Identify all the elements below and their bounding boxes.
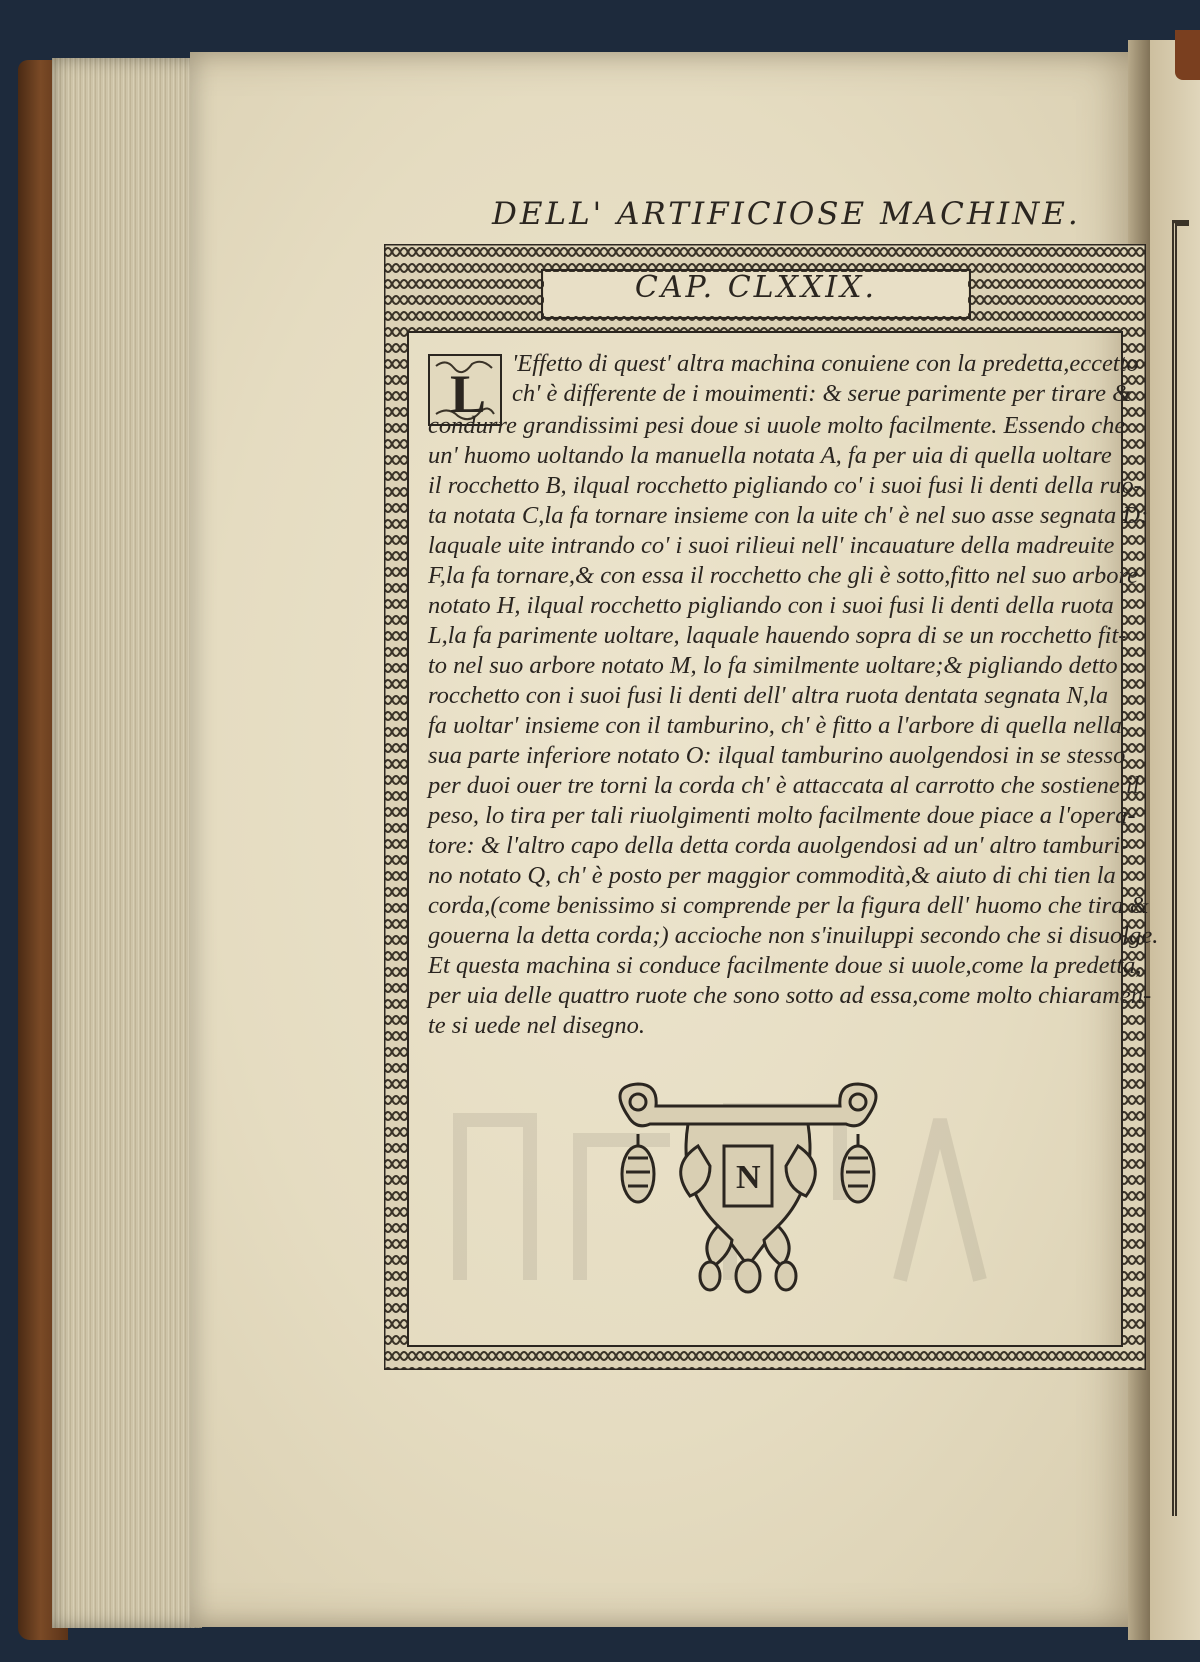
text-line: tore: & l'altro capo della detta corda auolgendosi ad un' altro tamburi-	[428, 832, 1129, 859]
text-line: rocchetto con i suoi fusi li denti dell' altra ruota dentata segnata N,la	[428, 682, 1109, 709]
text-line: L,la fa parimente uoltare, laquale hauendo sopra di se un rocchetto fit-	[428, 622, 1127, 649]
text-line: un' huomo uoltando la manuella notata A, fa per uia di quella uoltare	[428, 442, 1112, 469]
running-header: DELL' ARTIFICIOSE MACHINE.	[492, 196, 1081, 232]
body-text	[428, 348, 1159, 1048]
text-line: sua parte inferiore notato O: ilqual tamburino auolgendosi in se stesso	[428, 742, 1126, 769]
drop-cap-letter: L	[450, 364, 487, 424]
text-line: laquale uite intrando co' i suoi rilieui nell' incauature della madreuite	[428, 532, 1115, 559]
text-line: F,la fa tornare,& con essa il rocchetto che gli è sotto,fitto nel suo arbore	[428, 562, 1138, 589]
ornamental-frame	[384, 244, 1159, 1370]
text-line: 'Effetto di quest' altra machina conuiene con la predetta,eccetto	[512, 350, 1139, 377]
facing-page-border	[1172, 220, 1189, 1516]
text-line: fa uoltar' insieme con il tamburino, ch' è fitto a l'arbore di quella nella	[428, 712, 1122, 739]
text-line: peso, lo tira per tali riuolgimenti molto facilmente doue piace a l'opera-	[428, 802, 1136, 829]
text-line: condurre grandissimi pesi doue si uuole molto facilmente. Essendo che	[428, 412, 1126, 439]
text-line: ta notata C,la fa tornare insieme con la uite ch' è nel suo asse segnata D:	[428, 502, 1149, 529]
text-line: te si uede nel disegno.	[428, 1012, 646, 1039]
text-line: il rocchetto B, ilqual rocchetto pigliando co' i suoi fusi li denti della ruo-	[428, 472, 1142, 499]
text-line: to nel suo arbore notato M, lo fa similmente uoltare;& pigliando detto	[428, 652, 1118, 679]
page-stack	[52, 58, 202, 1628]
text-line: Et questa machina si conduce facilmente doue si uuole,come la predetta,	[428, 952, 1142, 979]
text-line: no notato Q, ch' è posto per maggior commodità,& aiuto di chi tien la	[428, 862, 1116, 889]
tailpiece-ornament	[598, 1076, 898, 1296]
text-line: corda,(come benissimo si comprende per la figura dell' huomo che tira &	[428, 892, 1149, 919]
text-line: notato H, ilqual rocchetto pigliando con i suoi fusi li denti della ruota	[428, 592, 1114, 619]
text-line: gouerna la detta corda;) accioche non s'inuiluppi secondo che si disuolge.	[428, 922, 1159, 949]
facing-cover-corner	[1175, 30, 1200, 80]
chapter-title: CAP. CLXXIX.	[634, 270, 878, 305]
text-line: per uia delle quattro ruote che sono sotto ad essa,come molto chiaramen-	[428, 982, 1152, 1009]
ornament-letter: N	[736, 1159, 761, 1196]
text-line: ch' è differente de i mouimenti: & serue parimente per tirare &	[512, 380, 1132, 407]
text-line: per duoi ouer tre torni la corda ch' è attaccata al carrotto che sostiene il	[428, 772, 1140, 799]
